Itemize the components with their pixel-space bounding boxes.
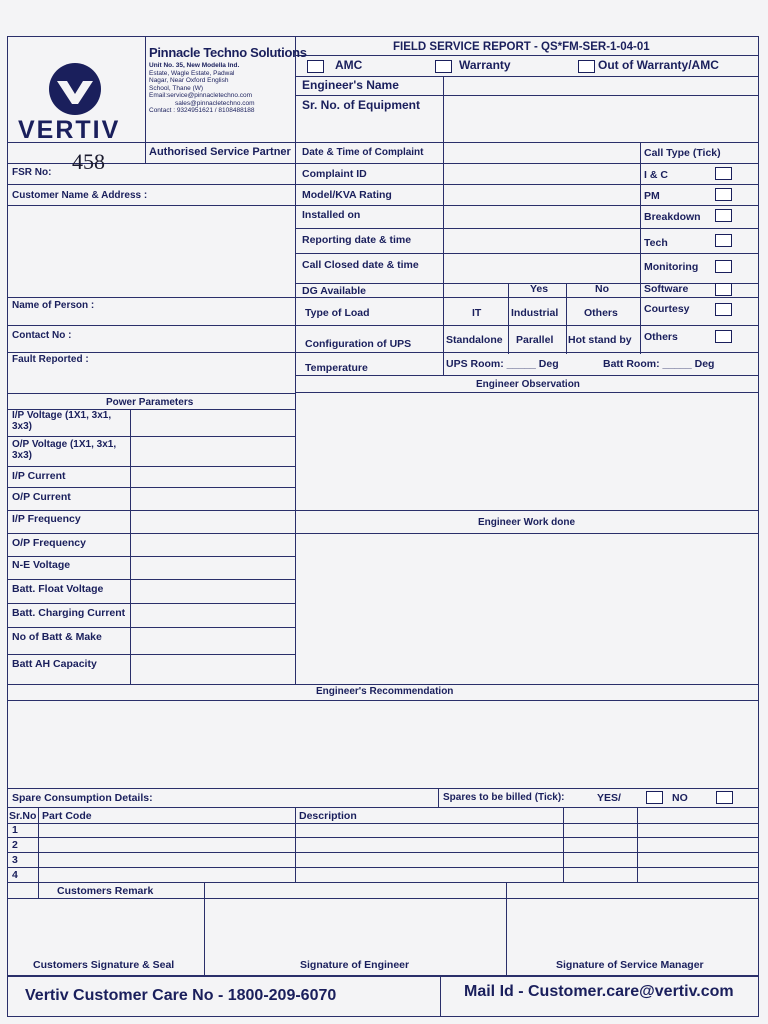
batt-room-field[interactable]: Batt Room: _____ Deg (603, 358, 715, 370)
param-ip-current: I/P Current (12, 470, 66, 482)
call-type-software: Software (644, 283, 689, 295)
call-type-pm: PM (644, 190, 660, 202)
contact-no-label: Contact No : (12, 330, 72, 341)
param-batt-charging-current: Batt. Charging Current (12, 607, 126, 619)
dg-no-label[interactable]: No (595, 283, 609, 295)
spare-row-number: 1 (12, 824, 18, 836)
customers-remark-field[interactable] (205, 883, 758, 897)
equipment-no-label: Sr. No. of Equipment (302, 98, 421, 112)
call-type-courtesy-checkbox[interactable] (715, 303, 732, 316)
spare-row-number: 2 (12, 839, 18, 851)
engineer-recommendation-heading: Engineer's Recommendation (316, 686, 454, 697)
engineer-recommendation-field[interactable] (8, 701, 758, 787)
engineer-observation-field[interactable] (297, 394, 758, 509)
brand-name: VERTIV (18, 116, 121, 144)
model-rating-label: Model/KVA Rating (302, 189, 392, 201)
out-of-warranty-checkbox[interactable] (578, 60, 595, 73)
call-type-breakdown: Breakdown (644, 211, 701, 223)
customer-care-email: Mail Id - Customer.care@vertiv.com (464, 983, 734, 1000)
name-of-person-label: Name of Person : (12, 300, 95, 311)
call-type-ic-checkbox[interactable] (715, 167, 732, 180)
fsr-no-field[interactable] (60, 164, 294, 183)
parallel-option[interactable]: Parallel (516, 334, 554, 346)
description-header: Description (299, 810, 357, 822)
company-name: Pinnacle Techno Solutions (149, 45, 307, 60)
form-title: FIELD SERVICE REPORT - QS*FM-SER-1-04-01 (393, 41, 650, 53)
engineer-work-done-field[interactable] (297, 535, 758, 683)
type-of-load-label: Type of Load (305, 307, 370, 319)
call-type-tech: Tech (644, 237, 668, 249)
reporting-date-label: Reporting date & time (302, 234, 412, 246)
complaint-id-label: Complaint ID (302, 168, 367, 180)
spares-no-checkbox[interactable] (716, 791, 733, 804)
param-ip-voltage: I/P Voltage (1X1, 3x1, 3x3) (12, 410, 112, 432)
dg-yes-label[interactable]: Yes (530, 283, 549, 295)
param-no-of-batt: No of Batt & Make (12, 631, 102, 643)
installed-on-label: Installed on (302, 209, 361, 221)
customer-signature-label: Customers Signature & Seal (33, 959, 175, 971)
customer-name-label: Customer Name & Address : (12, 190, 148, 201)
engineer-name-label: Engineer's Name (302, 78, 399, 92)
call-type-breakdown-checkbox[interactable] (715, 209, 732, 222)
sr-no-header: Sr.No (9, 810, 37, 822)
power-parameters-heading: Power Parameters (106, 397, 194, 408)
spare-details-label: Spare Consumption Details: (12, 792, 153, 804)
warranty-checkbox[interactable] (435, 60, 452, 73)
date-time-complaint-field[interactable] (444, 143, 639, 162)
param-ip-frequency: I/P Frequency (12, 513, 81, 525)
amc-label: AMC (335, 58, 363, 72)
spare-row-number: 3 (12, 854, 18, 866)
engineer-work-done-heading: Engineer Work done (478, 517, 576, 528)
call-closed-label: Call Closed date & time (302, 259, 419, 271)
hot-standby-option[interactable]: Hot stand by (568, 334, 632, 346)
customer-care-number: Vertiv Customer Care No - 1800-209-6070 (25, 987, 337, 1004)
temperature-label: Temperature (305, 362, 368, 374)
standalone-option[interactable]: Standalone (446, 334, 503, 346)
engineer-observation-heading: Engineer Observation (476, 379, 580, 390)
spares-yes-label: YES/ (597, 792, 621, 804)
company-address: Unit No. 35, New Modella Ind. Estate, Wagle Estate, Padwal Nagar, Near Oxford English School, Thane (W) Email:service@pinnacletechno.com sales@pinnacletechno.com Contact : 9324951621 / 8108488188 (149, 62, 255, 114)
param-ne-voltage: N-E Voltage (12, 559, 71, 571)
fsr-no-label: FSR No: (12, 167, 52, 178)
call-type-tech-checkbox[interactable] (715, 234, 732, 247)
spares-no-label: NO (672, 792, 688, 804)
param-op-voltage: O/P Voltage (1X1, 3x1, 3x3) (12, 439, 117, 461)
customers-remark-label: Customers Remark (57, 885, 154, 897)
out-of-warranty-label: Out of Warranty/AMC (598, 58, 719, 72)
authorised-partner: Authorised Service Partner (149, 146, 291, 158)
call-type-others: Others (644, 331, 678, 343)
manager-signature-label: Signature of Service Manager (556, 959, 704, 971)
param-batt-float-voltage: Batt. Float Voltage (12, 583, 104, 595)
param-op-current: O/P Current (12, 491, 71, 503)
param-op-frequency: O/P Frequency (12, 537, 86, 549)
warranty-label: Warranty (459, 58, 511, 72)
engineer-signature-label: Signature of Engineer (300, 959, 410, 971)
call-type-monitoring-checkbox[interactable] (715, 260, 732, 273)
equipment-no-field[interactable] (444, 96, 758, 141)
spare-row-number: 4 (12, 869, 18, 881)
amc-checkbox[interactable] (307, 60, 324, 73)
call-type-software-checkbox[interactable] (715, 283, 732, 296)
customer-address-field[interactable] (8, 206, 294, 296)
handwritten-number: 458 (72, 149, 105, 174)
load-others-option[interactable]: Others (584, 307, 618, 319)
vertiv-logo-icon (48, 62, 102, 116)
ups-room-field[interactable]: UPS Room: _____ Deg (446, 358, 559, 370)
call-type-monitoring: Monitoring (644, 261, 699, 273)
call-type-pm-checkbox[interactable] (715, 188, 732, 201)
call-type-label: Call Type (Tick) (644, 147, 721, 159)
part-code-header: Part Code (42, 810, 92, 822)
fault-reported-label: Fault Reported : (12, 354, 89, 365)
load-it-option[interactable]: IT (472, 307, 482, 319)
spares-yes-checkbox[interactable] (646, 791, 663, 804)
param-batt-ah: Batt AH Capacity (12, 658, 97, 670)
engineer-name-field[interactable] (444, 77, 758, 94)
dg-available-label: DG Available (302, 285, 366, 297)
call-type-courtesy: Courtesy (644, 303, 690, 315)
load-industrial-option[interactable]: Industrial (511, 307, 559, 319)
call-type-others-checkbox[interactable] (715, 330, 732, 343)
date-time-complaint-label: Date & Time of Complaint (302, 147, 424, 158)
call-type-ic: I & C (644, 169, 668, 181)
spares-billed-label: Spares to be billed (Tick): (443, 792, 565, 803)
configuration-label: Configuration of UPS (305, 338, 412, 350)
